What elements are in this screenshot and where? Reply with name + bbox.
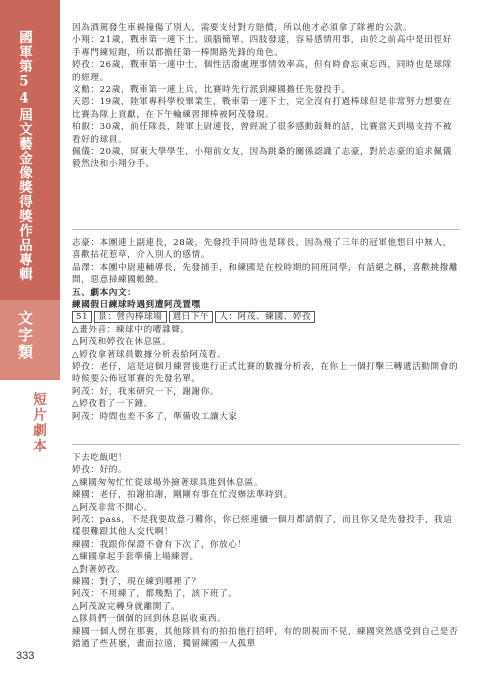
- section-heading: 五、劇本內文：: [72, 287, 137, 298]
- scene-time: 週日下午: [169, 311, 214, 323]
- paragraph: △畫外音：練球中的嘈雜聲。: [72, 324, 190, 335]
- category-label: 文字類: [16, 310, 34, 361]
- paragraph: 天恩：19歲，陸軍專科學校畢業生，戰車第一連下士，完全沒有打過棒球但是非常努力想要在比賽為隊上貢獻，在下午輪練習揮棒被阿茂發現。: [72, 97, 452, 120]
- paragraph: 婷孜：好的。: [72, 465, 128, 476]
- paragraph: 阿茂：好，我來研究一下，謝謝你。: [72, 386, 220, 397]
- scene-number: 51: [72, 311, 92, 323]
- paragraph: 練國：我跟你保證不會有下次了，你放心！: [72, 539, 247, 550]
- sidebar: [0, 0, 60, 679]
- text-block-middle: [72, 237, 460, 437]
- paragraph: 文勳：22歲，戰車第一連上兵，比賽時先行派到練國擔任先發投手。: [72, 85, 351, 96]
- paragraph: △練國匆匆忙忙從球場外撿著球具進到休息區。: [72, 477, 264, 488]
- paragraph: 阿茂：時間也差不多了，準備收工讓大家: [72, 411, 238, 422]
- scene-place: 景：營內棒球場: [94, 311, 166, 323]
- text-block-bottom: [72, 452, 460, 652]
- paragraph: 婷孜：老仔，這是這個月練習後進行正式比賽的數據分析表，在你上一個打擊三轉遞活動開會的時候要公佈冠軍賽的先發名單。: [72, 362, 459, 385]
- scene-heading: 練國假日練球時遇到遭阿茂置嘿: [72, 300, 201, 311]
- paragraph: 柏叡：30歲，前任隊長，陸軍上尉連長，曾經說了很多感動鼓舞的話，比賽當天到場支持不被看好的球員。: [72, 122, 452, 145]
- subcategory-label: 短片劇本: [30, 392, 46, 454]
- paragraph: △婷孜看了一下鍾。: [72, 399, 153, 410]
- paragraph: 下去吃飯吧！: [72, 453, 128, 463]
- paragraph: 練國：老仔，拍謝拍謝，剛剛有事在忙沒辦法準時到。: [72, 490, 293, 501]
- paragraph: 品澤：本團中尉連輔導長，先發捕手，和練國是在校時期的同班同學，有話絕之稱，喜歡挑撥離間，惡意掃練國帳饒。: [72, 262, 459, 286]
- paragraph: 志豪：本團連上副連長，28歲，先發投手同時也是隊長，因為飛了三年的冠軍他想目中無人，喜歡拈花惹草，介入別人的感情。: [72, 238, 452, 261]
- scene-people: 人：阿茂、練國、婷孜: [215, 311, 315, 323]
- paragraph: △練國拿起手套準備上場練習。: [72, 552, 199, 563]
- paragraph: △對著婷孜。: [72, 564, 126, 575]
- page-body: [72, 22, 462, 662]
- page-number: 333: [16, 650, 35, 662]
- scene-table: [72, 311, 460, 323]
- divider: [72, 229, 460, 230]
- paragraph: 阿茂：不用練了，都幾點了，該下班了。: [72, 589, 238, 600]
- paragraph: 小翔：21歲，戰車第一連下士、頭腦簡單、四肢發達，容易感情用事，由於之前高中是田徑好手專門練短跑，所以都擔任第一棒開路先鋒的角色。: [72, 35, 452, 58]
- paragraph: △阿茂非常不開心。: [72, 502, 153, 513]
- paragraph: △婷孜拿著球員數據分析表給阿茂看。: [72, 349, 227, 360]
- paragraph: △阿茂和婷孜在休息區。: [72, 337, 172, 348]
- publication-title: 國軍第54屆文藝金像獎得獎作品專輯: [16, 30, 32, 282]
- paragraph: △阿茂說完轉身就離開了。: [72, 601, 181, 612]
- paragraph: 阿茂：pass，不是我要故意刁難你，你已經連續一個月都請假了，而且你又是先發投手，我這樣很難跟其他人交代啊！: [72, 515, 453, 538]
- divider: [72, 444, 460, 445]
- paragraph: △隊員們一個個的回到休息區收東西。: [72, 614, 227, 625]
- paragraph: 練國：對了，現在練到哪裡了？: [72, 577, 201, 588]
- paragraph: 練國一個人愣在那裏，其他隊員有的拍拍他打招呼，有的則視而不見，練國突然感受到自己是否錯過了些甚麼，畫面拉遠，獨留練國一人孤單: [72, 626, 459, 650]
- paragraph: 因為酒駕發生車禍撞傷了別人，需要支付對方賠償，所以他才必須拿了隊裡的公款。: [72, 23, 413, 33]
- paragraph: 佩儀：20歲，屏東大學學生，小翔前女友，因為跳桑的關係認識了志豪，對於志豪的追求佩儀毅然決和小翔分手。: [72, 147, 452, 170]
- text-block-top: [72, 22, 460, 222]
- paragraph: 婷孜：26歲，戰車第一連中士，個性活潑處理事情效率高，但有時會忘東忘西，同時也是球隊的經理。: [72, 60, 452, 83]
